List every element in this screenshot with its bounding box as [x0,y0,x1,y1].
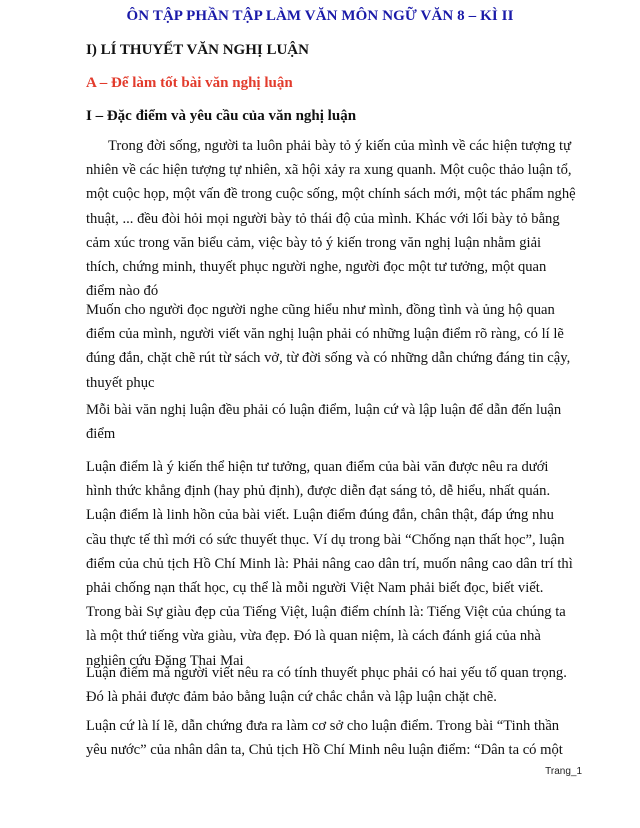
paragraph-3 [86,398,586,446]
paragraph-line: Trong bài Sự giàu đẹp của Tiếng Việt, luận điểm chính là: Tiếng Việt của chúng ta [86,604,566,621]
paragraph-line: yêu nước” của nhân dân ta, Chủ tịch Hồ Chí Minh nêu luận điểm: “Dân ta có một [86,742,563,759]
paragraph-line: Đó là phải được đảm bảo bằng luận cứ chắc chắn và lập luận chặt chẽ. [86,689,497,706]
subsection-heading-i: I – Đặc điểm và yêu cầu của văn nghị luận [86,108,357,124]
paragraph-line: nhiên về các hiện tượng tự nhiên, xã hội xảy ra xung quanh. Một cuộc thảo luận tổ, [86,162,572,179]
paragraph-line: Muốn cho người đọc người nghe cũng hiểu như mình, đồng tình và ủng hộ quan [86,302,555,318]
paragraph-6 [86,714,586,762]
paragraph-line: nghiên cứu Đặng Thai Mai [86,652,244,669]
section-heading: I) LÍ THUYẾT VĂN NGHỊ LUẬN [86,42,309,58]
paragraph-line: hình thức khẳng định (hay phủ định), được diễn đạt sáng tỏ, dễ hiểu, nhất quán. [86,483,551,500]
paragraph-line: Luận điểm là ý kiến thể hiện tư tưởng, quan điểm của bài văn được nêu ra dưới [86,459,549,475]
paragraph-line: một cuộc họp, một vấn đề trong cuộc sống, một chính sách mới, một tác phẩm nghệ [86,186,576,203]
paragraph-line: thuyết phục [86,374,155,391]
paragraph-line: Mỗi bài văn nghị luận đều phải có luận điểm, luận cứ và lập luận để dẫn đến luận [86,402,562,418]
paragraph-line: điểm [86,426,116,443]
paragraph-line: cảm xúc trong văn biểu cảm, việc bày tỏ ý kiến trong văn nghị luận nhằm giải [86,234,542,251]
paragraph-1 [86,134,586,303]
subsection-heading-a: A – Để làm tốt bài văn nghị luận [86,75,293,91]
paragraph-line: Luận cứ là lí lẽ, dẫn chứng đưa ra làm cơ sở cho luận điểm. Trong bài “Tinh thần [86,718,560,734]
paragraph-4 [86,455,586,673]
document-title: ÔN TẬP PHẦN TẬP LÀM VĂN MÔN NGỮ VĂN 8 – KÌ II [126,8,514,24]
paragraph-line: Luận điểm là linh hồn của bài viết. Luận điểm đúng đắn, chân thật, đáp ứng nhu [86,507,554,524]
paragraph-line: điểm của chủ tịch Hồ Chí Minh là: Phải nâng cao dân trí, muốn nâng cao dân trí thì [86,555,573,572]
paragraph-line: thích, chứng minh, thuyết phục người nghe, người đọc một tư tưởng, một quan [86,259,547,276]
paragraph-line: cầu thực tế thì mới có sức thuyết thục. Ví dụ trong bài “Chống nạn thất học”, luận [86,531,565,548]
paragraph-line: thuật, ... đều đòi hỏi mọi người bày tỏ thái độ của mình. Khác với lối bày tỏ bằng [86,210,560,227]
paragraph-5 [86,661,586,709]
paragraph-line: Trong đời sống, người ta luôn phải bày tỏ ý kiến của mình về các hiện tượng tự [108,138,572,154]
paragraph-line: đúng đắn, chặt chẽ rút từ sách vở, từ đời sống và có những dẫn chứng đáng tin cậy, [86,350,571,367]
paragraph-line: điểm của mình, người viết văn nghị luận phải có những luận điểm rõ ràng, có lí lẽ [86,326,564,343]
page-number-footer: Trang_1 [545,766,582,777]
paragraph-2 [86,298,586,395]
paragraph-line: phải chống nạn thất học, cụ thể là mỗi người Việt Nam phải biết đọc, biết viết. [86,580,544,597]
paragraph-line: điểm nào đó [86,283,159,300]
paragraph-line: là một thứ tiếng vừa giàu, vừa đẹp. Đó là quan niệm, là cách đánh giá của nhà [86,628,541,645]
paragraph-line: Luận điểm mà người viết nêu ra có tính thuyết phục phải có hai yếu tố quan trọng. [86,665,567,681]
